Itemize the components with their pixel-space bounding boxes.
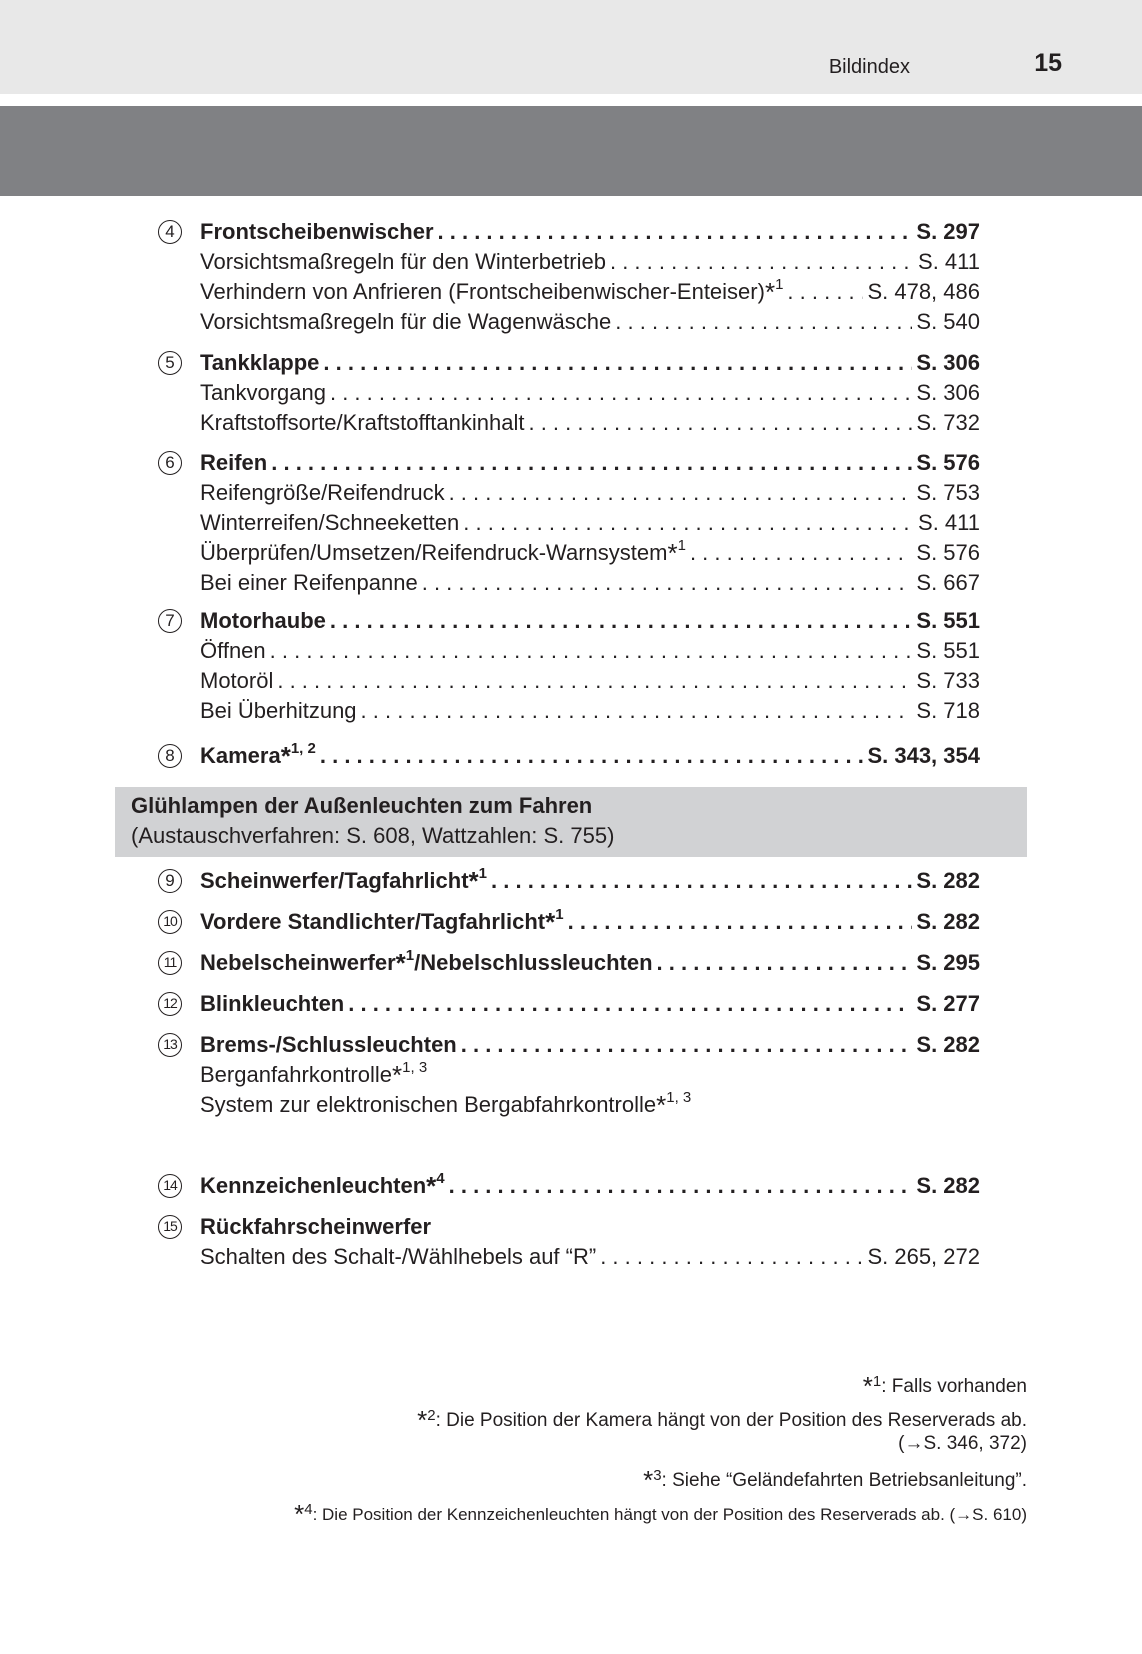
index-entry [200, 478, 980, 508]
entry-label: Bei Überhitzung [200, 698, 357, 723]
header-band [0, 0, 1142, 94]
footnote-ref: 1 [478, 865, 488, 882]
page-reference: S. 282 [916, 909, 980, 934]
footnote-ref: 1, 2 [290, 740, 316, 757]
index-group [0, 1030, 1142, 1120]
page-reference: S. 667 [916, 570, 980, 595]
page-reference: S. 576 [916, 540, 980, 565]
index-entry [200, 741, 980, 771]
page-reference: S. 411 [918, 249, 980, 274]
footnote-number: 4 [304, 1501, 313, 1518]
footnote-asterisk: * [294, 1499, 305, 1529]
entry-label: Kennzeichenleuchten*$^4$ [200, 1170, 445, 1201]
entry-label: Winterreifen/Schneeketten [200, 510, 460, 535]
index-row [0, 989, 1142, 1019]
index-entry [200, 1171, 980, 1201]
index-entry [200, 508, 980, 538]
entry-label: Kamera*$^{1, 2}$ [200, 740, 316, 771]
page-reference: S. 733 [916, 668, 980, 693]
footnote-asterisk: * [656, 1090, 667, 1120]
item-number-badge: 14 [158, 1174, 182, 1198]
index-row [0, 907, 1142, 937]
dot-leader [615, 307, 912, 337]
item-number-badge: 5 [158, 351, 182, 375]
footnote-asterisk: * [395, 948, 406, 978]
index-group [0, 1171, 1142, 1201]
footnote-text: : Siehe “Geländefahrten Betriebsanleitung”. [661, 1470, 1027, 1491]
dot-leader [330, 606, 913, 636]
index-entry [200, 1030, 980, 1060]
page-reference: S. 295 [916, 950, 980, 975]
footnote-asterisk: * [280, 741, 291, 771]
item-number-badge: 6 [158, 451, 182, 475]
index-group [0, 217, 1142, 337]
footnote-asterisk: * [862, 1371, 873, 1401]
index-row [0, 866, 1142, 896]
footnote-continuation: (→S. 346, 372) [898, 1433, 1027, 1454]
entry-label: Brems-/Schlussleuchten [200, 1032, 457, 1057]
lamp-section-box [115, 787, 1027, 857]
index-entry [200, 247, 980, 277]
index-entry [200, 1212, 980, 1242]
entry-label: Reifen [200, 450, 268, 475]
entry-label: Reifengröße/Reifendruck [200, 480, 445, 505]
entry-label: Berganfahrkontrolle*$^{1, 3}$ [200, 1059, 428, 1090]
page-reference: S. 576 [916, 450, 980, 475]
index-row [0, 277, 1142, 307]
index-row [0, 217, 1142, 247]
index-row [0, 666, 1142, 696]
index-group [0, 907, 1142, 937]
footnote-ref: 1 [555, 906, 564, 923]
footnote-ref: 1 [405, 947, 415, 964]
page-reference: S. 551 [916, 608, 980, 633]
item-number-badge: 10 [158, 910, 182, 934]
index-entry [200, 408, 980, 438]
entry-label: Vordere Standlichter/Tagfahrlicht*$^1$ [200, 906, 564, 937]
page-reference: S. 277 [916, 991, 980, 1016]
entry-label: Öffnen [200, 638, 266, 663]
page-reference: S. 753 [916, 480, 980, 505]
footnote-number: 1 [872, 1373, 882, 1390]
index-group [0, 348, 1142, 438]
index-entry [200, 277, 980, 307]
entry-label: Bei einer Reifenpanne [200, 570, 418, 595]
footnote-text: : Die Position der Kennzeichenleuchten hängt von der Position des Reserverads ab. (→S. 610) [312, 1505, 1027, 1524]
dot-leader [610, 247, 914, 277]
page-reference: S. 265, 272 [867, 1244, 980, 1269]
footnote-asterisk: * [545, 907, 556, 937]
dot-leader [449, 1171, 913, 1201]
index-row [0, 508, 1142, 538]
index-row [0, 348, 1142, 378]
index-row [0, 696, 1142, 726]
index-entry [200, 696, 980, 726]
footnote-ref: 1, 3 [402, 1059, 428, 1076]
page-number: 15 [1034, 49, 1062, 77]
footnote-asterisk: * [643, 1465, 654, 1495]
index-row [0, 1030, 1142, 1060]
entry-label: Schalten des Schalt-/Wählhebels auf “R” [200, 1244, 597, 1269]
dot-leader [461, 1030, 913, 1060]
dot-leader [320, 741, 864, 771]
page-reference: S. 551 [916, 638, 980, 663]
entry-label: System zur elektronischen Bergabfahrkontrolle*$^{1, 3}$ [200, 1089, 692, 1120]
index-entry [200, 666, 980, 696]
entry-label: Vorsichtsmaßregeln für die Wagenwäsche [200, 309, 612, 334]
footnote-text: : Falls vorhanden [881, 1376, 1027, 1397]
footnote-text: : Die Position der Kamera hängt von der Position des Reserverads ab. [435, 1410, 1027, 1431]
footnote-ref: 4 [436, 1170, 445, 1187]
footnote [294, 1399, 1027, 1433]
index-entry [200, 448, 980, 478]
dot-leader [463, 508, 914, 538]
index-row [0, 948, 1142, 978]
dot-leader [422, 568, 913, 598]
entry-label: Scheinwerfer/Tagfahrlicht*$^1$ [200, 865, 488, 896]
index-entry [200, 1060, 980, 1090]
index-entry [200, 606, 980, 636]
entry-label: Tankklappe [200, 350, 320, 375]
entry-label: Tankvorgang [200, 380, 326, 405]
index-entry [200, 378, 980, 408]
index-entry [200, 1242, 980, 1272]
footnote-asterisk: * [468, 866, 479, 896]
footnote-ref: 1 [775, 276, 784, 293]
page-reference: S. 282 [916, 1032, 980, 1057]
page-reference: S. 411 [918, 510, 980, 535]
entry-label: Motorhaube [200, 608, 326, 633]
footnote-asterisk: * [764, 277, 776, 307]
item-number-badge: 13 [158, 1033, 182, 1057]
index-group [0, 741, 1142, 771]
index-entry [200, 1090, 980, 1120]
page-reference: S. 297 [916, 219, 980, 244]
dot-leader [271, 448, 912, 478]
item-number-badge: 12 [158, 992, 182, 1016]
index-row [0, 408, 1142, 438]
item-number-badge: 7 [158, 609, 182, 633]
dot-leader [657, 948, 913, 978]
index-entry [200, 948, 980, 978]
index-entry [200, 907, 980, 937]
entry-label: Nebelscheinwerfer*$^1$/Nebelschlussleuchten [200, 947, 653, 978]
entry-label: Überprüfen/Umsetzen/Reifendruck-Warnsystem*$^1$ [200, 537, 686, 568]
dot-leader [449, 478, 913, 508]
index-group [0, 866, 1142, 896]
index-entry [200, 989, 980, 1019]
entry-label: Verhindern von Anfrieren (Frontscheibenwischer-Enteiser)*$^1$ [200, 276, 784, 307]
page-reference: S. 306 [916, 380, 980, 405]
index-entry [200, 636, 980, 666]
index-row [0, 1212, 1142, 1242]
index-row [0, 1090, 1142, 1120]
index-entry [200, 307, 980, 337]
entry-label: Rückfahrscheinwerfer [200, 1214, 432, 1239]
index-row [0, 478, 1142, 508]
index-row [0, 1242, 1142, 1272]
index-entry [200, 538, 980, 568]
entry-label: Motoröl [200, 668, 274, 693]
page-reference: S. 282 [916, 868, 980, 893]
index-row [0, 378, 1142, 408]
page-reference: S. 282 [916, 1173, 980, 1198]
footnote-number: 3 [653, 1467, 662, 1484]
index-group [0, 1212, 1142, 1272]
dot-leader [528, 408, 912, 438]
footnote-asterisk: * [426, 1171, 437, 1201]
dot-leader [568, 907, 913, 937]
footnote [294, 1493, 1027, 1527]
index-row [0, 307, 1142, 337]
index-row [0, 606, 1142, 636]
index-group [0, 989, 1142, 1019]
footnote-number: 2 [427, 1407, 436, 1424]
entry-label: Blinkleuchten [200, 991, 345, 1016]
entry-label: Vorsichtsmaßregeln für den Winterbetrieb [200, 249, 606, 274]
item-number-badge: 8 [158, 744, 182, 768]
dot-leader [491, 866, 912, 896]
dot-leader [690, 538, 912, 568]
dot-leader [270, 636, 913, 666]
index-row [0, 448, 1142, 478]
index-group [0, 606, 1142, 726]
dot-leader [438, 217, 913, 247]
footnote [294, 1459, 1027, 1493]
index-row [0, 568, 1142, 598]
index-entry [200, 217, 980, 247]
footnote-asterisk: * [667, 538, 678, 568]
dot-leader [348, 989, 912, 1019]
index-row [0, 636, 1142, 666]
item-number-badge: 4 [158, 220, 182, 244]
index-group [0, 448, 1142, 598]
dot-leader [277, 666, 912, 696]
dot-leader [330, 378, 912, 408]
index-row [0, 538, 1142, 568]
index-row [0, 741, 1142, 771]
page-reference: S. 540 [916, 309, 980, 334]
section-title: Bildindex [828, 56, 910, 78]
page-reference: S. 718 [916, 698, 980, 723]
index-row [0, 1171, 1142, 1201]
footnote-asterisk: * [417, 1405, 428, 1435]
page-reference: S. 343, 354 [867, 743, 980, 768]
lamp-section-subtitle: (Austauschverfahren: S. 608, Wattzahlen: S. 755) [131, 823, 615, 848]
lamp-section-title: Glühlampen der Außenleuchten zum Fahren [131, 793, 593, 818]
index-row [0, 247, 1142, 277]
index-entry [200, 568, 980, 598]
index-entry [200, 348, 980, 378]
page-reference: S. 478, 486 [867, 279, 980, 304]
item-number-badge: 9 [158, 869, 182, 893]
footnote [294, 1365, 1027, 1399]
page-reference: S. 306 [916, 350, 980, 375]
dot-leader [361, 696, 913, 726]
footnotes [294, 1365, 1027, 1527]
dot-leader [323, 348, 912, 378]
dot-leader [787, 277, 863, 307]
footnote-ref: 1, 3 [666, 1089, 692, 1106]
entry-label: Kraftstoffsorte/Kraftstofftankinhalt [200, 410, 525, 435]
footnote-ref: 1 [677, 537, 686, 554]
index-row [0, 1060, 1142, 1090]
page-reference: S. 732 [916, 410, 980, 435]
dot-leader [600, 1242, 863, 1272]
item-number-badge: 15 [158, 1215, 182, 1239]
footnote-asterisk: * [392, 1060, 403, 1090]
header-dark-band [0, 106, 1142, 196]
index-group [0, 948, 1142, 978]
item-number-badge: 11 [158, 951, 182, 975]
entry-label: Frontscheibenwischer [200, 219, 434, 244]
index-entry [200, 866, 980, 896]
